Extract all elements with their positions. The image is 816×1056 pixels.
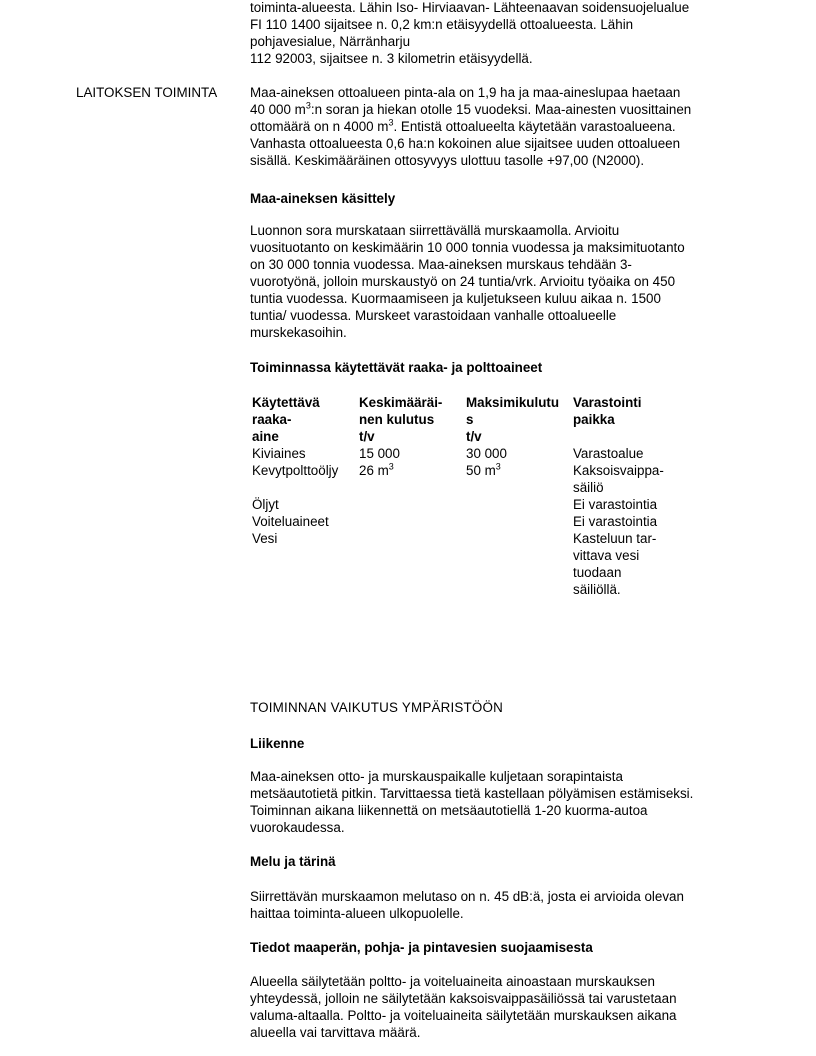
cell-max	[464, 513, 571, 530]
cell-avg	[357, 496, 464, 513]
text-line: ottomäärä on n 4000 $m^3$. Entistä ottoalueelta käytetään varastoalueena.	[250, 117, 676, 134]
noise-paragraph	[250, 888, 750, 922]
text-line: vuorotyönä, jolloin murskaustyö on 24 tuntia/vrk. Arvioitu työaika on 450	[250, 274, 676, 289]
table-row	[250, 496, 683, 513]
text-line: yhteydessä, jolloin ne säilytetään kaksoisvaippasäiliössä tai varustetaan	[250, 991, 677, 1006]
text-line: murskekasoihin.	[250, 325, 347, 340]
cell-name: Kiviaines	[252, 446, 306, 461]
top-paragraph	[250, 0, 750, 67]
text-line: vuorokaudessa.	[250, 820, 345, 835]
table-row	[250, 513, 683, 530]
text-line: valuma-altaalla. Poltto- ja voiteluaineita säilytetään murskauksen aikana	[250, 1008, 677, 1023]
heading-melu-ja-tarina: Melu ja tärinä	[250, 854, 336, 869]
cell-max	[464, 530, 571, 598]
cell-max: 30 000	[466, 446, 507, 461]
heading-maaperan-suojaaminen: Tiedot maaperän, pohja- ja pintavesien suojaamisesta	[250, 940, 593, 955]
cell-storage: Ei varastointia	[573, 514, 658, 529]
cell-avg: 26 $m^3$	[359, 461, 394, 478]
cell-max	[464, 496, 571, 513]
cell-avg	[357, 530, 464, 598]
text-line: sisällä. Keskimääräinen ottosyvyys ulottuu tasolle +97,00 (N2000).	[250, 153, 645, 168]
cell-avg: 15 000	[359, 446, 400, 461]
text-line: FI 110 1400 sijaitsee n. 0,2 km:n etäisyydellä ottoalueesta. Lähin	[250, 17, 634, 32]
table-row	[250, 462, 683, 496]
heading-raaka-ja-polttoaineet: Toiminnassa käytettävät raaka- ja polttoaineet	[250, 360, 543, 375]
text-line: tuntia vuodessa. Kuormaamiseen ja kuljetukseen kuluu aikaa n. 1500	[250, 291, 661, 306]
cell-name: Vesi	[252, 531, 278, 546]
text-line: haittaa toiminta-alueen ulkopuolelle.	[250, 906, 464, 921]
text-line: tuntia/ vuodessa. Murskeet varastoidaan vanhalle ottoalueelle	[250, 308, 617, 323]
header-keskimaarainen-kulutus: Keskimääräi- nen kulutus t/v	[359, 395, 443, 444]
text-line: Siirrettävän murskaamon melutaso on n. 45 dB:ä, josta ei arvioida olevan	[250, 889, 684, 904]
text-line: Luonnon sora murskataan siirrettävällä murskaamolla. Arvioitu	[250, 223, 620, 238]
cell-name: Öljyt	[252, 497, 279, 512]
materials-table	[250, 394, 683, 598]
text-line: 40 000 $m^3:n$ soran ja hiekan otolle 15 vuodeksi. Maa-ainesten vuosittainen	[250, 100, 692, 117]
cell-storage: Kasteluun tar- vittava vesi tuodaan säiliöllä.	[573, 531, 657, 597]
text-line: Vanhasta ottoalueesta 0,6 ha:n kokoinen alue sijaitsee uuden ottoalueen	[250, 136, 681, 151]
traffic-paragraph	[250, 768, 750, 836]
side-heading-laitoksen-toiminta: LAITOKSEN TOIMINTA	[76, 85, 218, 100]
header-maksimikulutus: Maksimikulutu s t/v	[466, 395, 560, 444]
text-line: Maa-aineksen ottoalueen pinta-ala on 1,9 ha ja maa-aineslupaa haetaan	[250, 85, 681, 100]
processing-paragraph	[250, 222, 750, 341]
heading-maa-aineksen-kasittely: Maa-aineksen käsittely	[250, 191, 396, 206]
cell-max: 50 $m^3$	[466, 461, 501, 478]
table-row	[250, 530, 683, 598]
text-line: 112 92003, sijaitsee n. 3 kilometrin etäisyydellä.	[250, 51, 533, 66]
heading-liikenne: Liikenne	[250, 736, 305, 751]
section-heading-vaikutus: TOIMINNAN VAIKUTUS YMPÄRISTÖÖN	[250, 700, 504, 715]
text-line: Maa-aineksen otto- ja murskauspaikalle kuljetaan sorapintaista	[250, 769, 623, 784]
cell-avg	[357, 513, 464, 530]
laitos-intro-paragraph	[250, 84, 750, 169]
cell-storage: Kaksoisvaippa- säiliö	[573, 463, 664, 495]
text-line: metsäautotietä pitkin. Tarvittaessa tietä kastellaan pölyämisen estämiseksi.	[250, 786, 694, 801]
header-kaytettava-raaka-aine: Käytettävä raaka- aine	[252, 395, 320, 444]
cell-storage: Ei varastointia	[573, 497, 658, 512]
text-line: toiminta-alueesta. Lähin Iso- Hirviaavan- Lähteenaavan soidensuojelualue	[250, 0, 690, 15]
header-varastointi-paikka: Varastointi paikka	[573, 395, 642, 427]
text-line: alueella vai tarvittava määrä.	[250, 1025, 421, 1040]
text-line: on 30 000 tonnia vuodessa. Maa-aineksen murskaus tehdään 3-	[250, 257, 632, 272]
cell-storage: Varastoalue	[573, 446, 644, 461]
table-header-row	[250, 394, 683, 445]
water-paragraph	[250, 973, 750, 1041]
text-line: vuosituotanto on keskimäärin 10 000 tonnia vuodessa ja maksimituotanto	[250, 240, 685, 255]
cell-name: Kevytpolttoöljy	[252, 463, 339, 478]
text-line: pohjavesialue, Närränharju	[250, 34, 411, 49]
table-row	[250, 445, 683, 462]
text-line: Alueella säilytetään poltto- ja voiteluaineita ainoastaan murskauksen	[250, 974, 655, 989]
text-line: Toiminnan aikana liikennettä on metsäautotiellä 1-20 kuorma-autoa	[250, 803, 648, 818]
cell-name: Voiteluaineet	[252, 514, 329, 529]
